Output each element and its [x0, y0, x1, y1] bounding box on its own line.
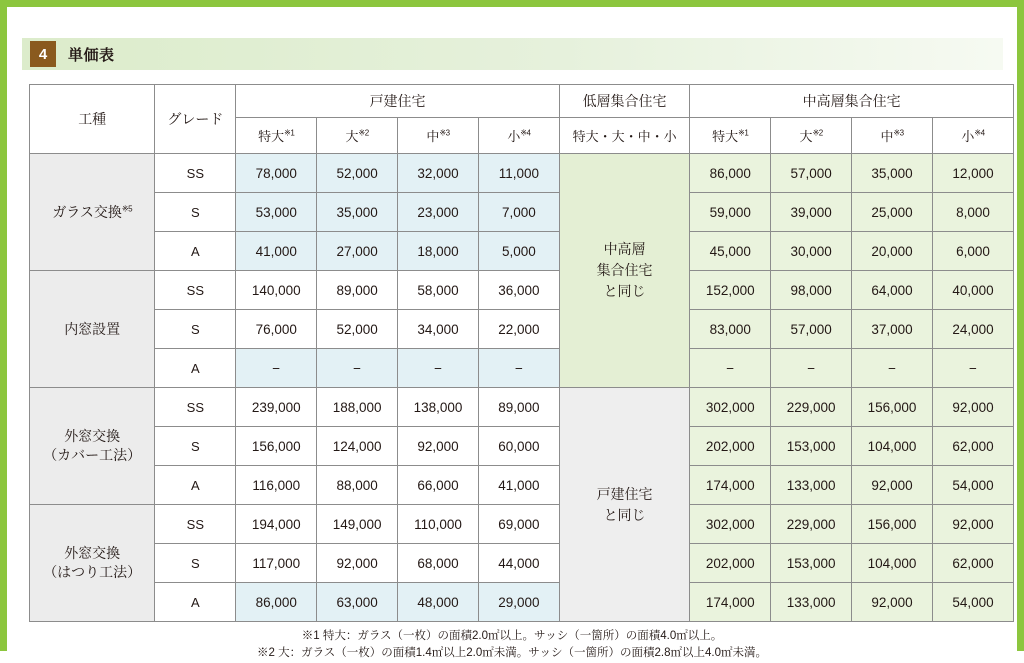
- value-cell: 25,000: [852, 193, 933, 232]
- table-row: [30, 154, 1014, 193]
- note-line: ※2 大：ガラス（一枚）の面積1.4㎡以上2.0㎡未満。サッシ（一箇所）の面積2.8㎡以上4.0㎡未満。: [257, 647, 767, 660]
- header-kodate-dai: 大$^{※2}$: [317, 118, 398, 154]
- table-row: [30, 544, 1014, 583]
- value-cell: 12,000: [932, 154, 1013, 193]
- header-kousyu: 工種: [30, 85, 155, 154]
- rowhead-line: 外窓交換: [64, 545, 121, 562]
- grade-cell: A: [155, 232, 236, 271]
- merged-line: 中高層: [603, 241, 646, 257]
- merged-line: 戸建住宅: [596, 485, 653, 502]
- header-kodate: 戸建住宅: [236, 85, 560, 118]
- value-cell: 20,000: [852, 232, 933, 271]
- value-cell: 57,000: [771, 154, 852, 193]
- value-cell: 92,000: [398, 427, 479, 466]
- value-cell: 60,000: [478, 427, 559, 466]
- value-cell: 34,000: [398, 310, 479, 349]
- value-cell: 156,000: [236, 427, 317, 466]
- grade-cell: SS: [155, 271, 236, 310]
- value-cell: 92,000: [317, 544, 398, 583]
- value-cell: −: [317, 349, 398, 388]
- value-cell: 62,000: [932, 427, 1013, 466]
- value-cell: 44,000: [478, 544, 559, 583]
- header-kodate-tokudai: 特大$^{※1}$: [236, 118, 317, 154]
- value-cell: 92,000: [852, 466, 933, 505]
- value-cell: 239,000: [236, 388, 317, 427]
- value-cell: 62,000: [932, 544, 1013, 583]
- merged-line: 集合住宅: [596, 262, 653, 278]
- header-teisou-all: 特大・大・中・小: [559, 118, 689, 154]
- value-cell: 45,000: [690, 232, 771, 271]
- value-cell: 86,000: [690, 154, 771, 193]
- value-cell: 39,000: [771, 193, 852, 232]
- value-cell: 86,000: [236, 583, 317, 622]
- section-number: 4: [30, 41, 56, 67]
- value-cell: 58,000: [398, 271, 479, 310]
- grade-cell: S: [155, 427, 236, 466]
- table-row: [30, 427, 1014, 466]
- value-cell: 57,000: [771, 310, 852, 349]
- value-cell: 229,000: [771, 505, 852, 544]
- value-cell: 156,000: [852, 388, 933, 427]
- header-chukousou-chu: 中$^{※3}$: [852, 118, 933, 154]
- value-cell: 133,000: [771, 466, 852, 505]
- value-cell: 68,000: [398, 544, 479, 583]
- merged-teisou-top: [559, 154, 689, 388]
- value-cell: 35,000: [852, 154, 933, 193]
- section-title: 単価表: [68, 46, 115, 64]
- value-cell: 88,000: [317, 466, 398, 505]
- value-cell: 83,000: [690, 310, 771, 349]
- value-cell: 11,000: [478, 154, 559, 193]
- grade-cell: S: [155, 193, 236, 232]
- value-cell: −: [932, 349, 1013, 388]
- value-cell: 140,000: [236, 271, 317, 310]
- value-cell: 36,000: [478, 271, 559, 310]
- grade-cell: SS: [155, 154, 236, 193]
- value-cell: 133,000: [771, 583, 852, 622]
- header-grade: グレード: [155, 85, 236, 154]
- rowhead-glass: ガラス交換$^{※5}$: [30, 154, 155, 271]
- value-cell: 6,000: [932, 232, 1013, 271]
- value-cell: 110,000: [398, 505, 479, 544]
- value-cell: 92,000: [932, 505, 1013, 544]
- grade-cell: S: [155, 544, 236, 583]
- value-cell: 104,000: [852, 427, 933, 466]
- rowhead-line: （はつり工法）: [43, 564, 142, 580]
- value-cell: 48,000: [398, 583, 479, 622]
- value-cell: 22,000: [478, 310, 559, 349]
- header-chukousou-tokudai: 特大$^{※1}$: [690, 118, 771, 154]
- section-header: [22, 38, 1003, 70]
- value-cell: 153,000: [771, 427, 852, 466]
- header-kodate-chu: 中$^{※3}$: [398, 118, 479, 154]
- page-content: [7, 7, 1017, 663]
- value-cell: 52,000: [317, 154, 398, 193]
- value-cell: 156,000: [852, 505, 933, 544]
- value-cell: 116,000: [236, 466, 317, 505]
- value-cell: −: [398, 349, 479, 388]
- value-cell: −: [478, 349, 559, 388]
- table-row: [30, 232, 1014, 271]
- value-cell: 302,000: [690, 388, 771, 427]
- value-cell: 174,000: [690, 466, 771, 505]
- value-cell: 27,000: [317, 232, 398, 271]
- grade-cell: S: [155, 310, 236, 349]
- table-row: [30, 310, 1014, 349]
- value-cell: 18,000: [398, 232, 479, 271]
- value-cell: 92,000: [852, 583, 933, 622]
- rowhead-line: （カバー工法）: [43, 447, 142, 463]
- value-cell: 24,000: [932, 310, 1013, 349]
- value-cell: 63,000: [317, 583, 398, 622]
- table-row: [30, 193, 1014, 232]
- value-cell: −: [771, 349, 852, 388]
- table-row: [30, 583, 1014, 622]
- value-cell: −: [690, 349, 771, 388]
- value-cell: 78,000: [236, 154, 317, 193]
- value-cell: 188,000: [317, 388, 398, 427]
- merged-teisou-bottom: [559, 388, 689, 622]
- header-teisou: 低層集合住宅: [559, 85, 689, 118]
- note-line: ※1 特大：ガラス（一枚）の面積2.0㎡以上。サッシ（一箇所）の面積4.0㎡以上。: [301, 630, 723, 642]
- value-cell: 117,000: [236, 544, 317, 583]
- value-cell: 54,000: [932, 466, 1013, 505]
- value-cell: 23,000: [398, 193, 479, 232]
- merged-line: と同じ: [603, 506, 646, 523]
- value-cell: 35,000: [317, 193, 398, 232]
- value-cell: −: [852, 349, 933, 388]
- table-row: [30, 271, 1014, 310]
- grade-cell: SS: [155, 388, 236, 427]
- value-cell: 8,000: [932, 193, 1013, 232]
- value-cell: 53,000: [236, 193, 317, 232]
- value-cell: 229,000: [771, 388, 852, 427]
- grade-cell: SS: [155, 505, 236, 544]
- value-cell: 69,000: [478, 505, 559, 544]
- value-cell: 41,000: [478, 466, 559, 505]
- value-cell: 64,000: [852, 271, 933, 310]
- rowhead-outer-window-cover: [30, 388, 155, 505]
- table-row: [30, 466, 1014, 505]
- value-cell: 98,000: [771, 271, 852, 310]
- value-cell: 30,000: [771, 232, 852, 271]
- page-border-left: [0, 0, 7, 651]
- grade-cell: A: [155, 583, 236, 622]
- value-cell: 41,000: [236, 232, 317, 271]
- value-cell: −: [236, 349, 317, 388]
- header-chukousou-sho: 小$^{※4}$: [932, 118, 1013, 154]
- value-cell: 59,000: [690, 193, 771, 232]
- merged-line: と同じ: [603, 283, 646, 299]
- value-cell: 149,000: [317, 505, 398, 544]
- value-cell: 66,000: [398, 466, 479, 505]
- value-cell: 7,000: [478, 193, 559, 232]
- value-cell: 194,000: [236, 505, 317, 544]
- table-notes: [7, 628, 1017, 663]
- value-cell: 89,000: [317, 271, 398, 310]
- value-cell: 52,000: [317, 310, 398, 349]
- value-cell: 104,000: [852, 544, 933, 583]
- value-cell: 124,000: [317, 427, 398, 466]
- rowhead-line: 外窓交換: [64, 428, 121, 445]
- value-cell: 29,000: [478, 583, 559, 622]
- header-chukousou: 中高層集合住宅: [690, 85, 1014, 118]
- table-row: [30, 505, 1014, 544]
- value-cell: 152,000: [690, 271, 771, 310]
- value-cell: 174,000: [690, 583, 771, 622]
- value-cell: 202,000: [690, 427, 771, 466]
- value-cell: 5,000: [478, 232, 559, 271]
- value-cell: 202,000: [690, 544, 771, 583]
- header-kodate-sho: 小$^{※4}$: [478, 118, 559, 154]
- value-cell: 76,000: [236, 310, 317, 349]
- price-table: [29, 84, 1014, 622]
- header-chukousou-dai: 大$^{※2}$: [771, 118, 852, 154]
- grade-cell: A: [155, 466, 236, 505]
- grade-cell: A: [155, 349, 236, 388]
- value-cell: 89,000: [478, 388, 559, 427]
- value-cell: 40,000: [932, 271, 1013, 310]
- table-row: [30, 349, 1014, 388]
- value-cell: 302,000: [690, 505, 771, 544]
- page-border-top: [0, 0, 1024, 7]
- rowhead-inner-window: 内窓設置: [30, 271, 155, 388]
- rowhead-outer-window-hatsuri: [30, 505, 155, 622]
- value-cell: 153,000: [771, 544, 852, 583]
- value-cell: 37,000: [852, 310, 933, 349]
- table-row: [30, 388, 1014, 427]
- value-cell: 32,000: [398, 154, 479, 193]
- value-cell: 138,000: [398, 388, 479, 427]
- value-cell: 54,000: [932, 583, 1013, 622]
- page-border-right: [1017, 0, 1024, 651]
- value-cell: 92,000: [932, 388, 1013, 427]
